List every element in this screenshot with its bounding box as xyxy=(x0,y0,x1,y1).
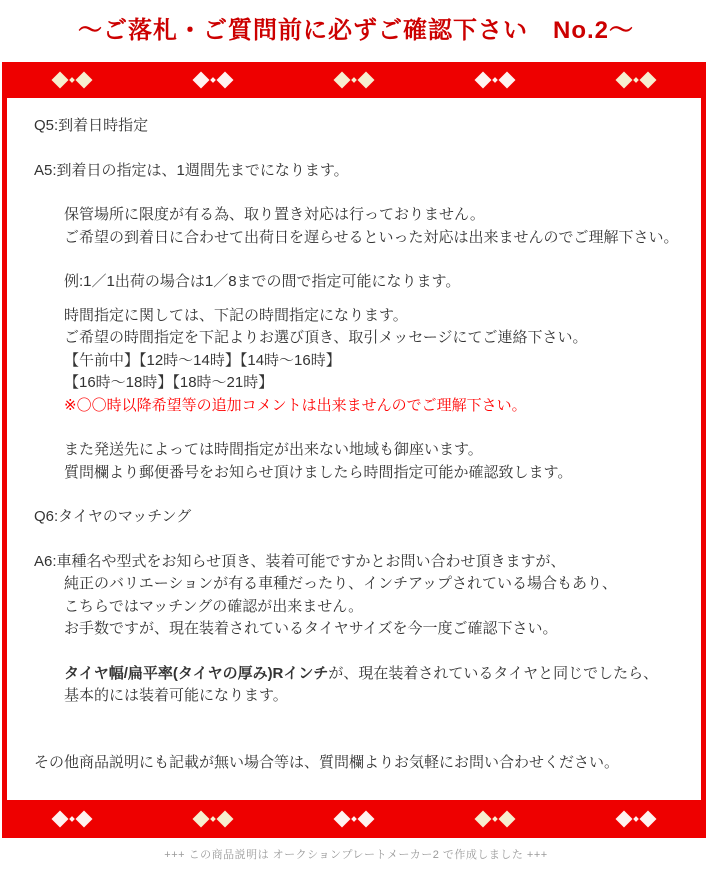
diamond-icon xyxy=(615,72,632,89)
diamond-pair xyxy=(195,74,231,86)
diamond-pair xyxy=(618,813,654,825)
text-segment: 【16時～18時】【18時～21時】 xyxy=(64,374,274,391)
dot-icon xyxy=(351,77,357,83)
dot-icon xyxy=(492,816,498,822)
diamond-icon xyxy=(498,811,515,828)
text-segment: 基本的には装着可能になります。 xyxy=(64,687,288,704)
diamond-icon xyxy=(333,72,350,89)
diamond-icon xyxy=(474,811,491,828)
dot-icon xyxy=(70,77,76,83)
paragraph-a6 xyxy=(34,551,693,641)
notice-content xyxy=(2,98,706,800)
text-line xyxy=(34,685,693,708)
diamond-icon xyxy=(76,72,93,89)
diamond-icon xyxy=(357,72,374,89)
text-line xyxy=(34,395,693,418)
diamond-pair xyxy=(54,74,90,86)
paragraph-a5-time-options xyxy=(34,305,693,418)
text-segment: 【午前中】【12時～14時】【14時～16時】 xyxy=(64,351,341,369)
text-segment: が、現在装着されているタイヤと同じでしたら、 xyxy=(328,664,659,682)
paragraph-other-questions xyxy=(34,752,693,775)
dot-icon xyxy=(70,816,76,822)
text-segment: ※〇〇時以降希望等の追加コメントは出来ませんのでご理解下さい。 xyxy=(64,396,527,414)
text-line xyxy=(34,439,693,462)
text-segment: Q5:到着日時指定 xyxy=(34,117,149,134)
text-line xyxy=(34,551,693,574)
paragraph-a6-size-rule xyxy=(34,663,693,708)
dot-icon xyxy=(633,816,639,822)
dot-icon xyxy=(351,816,357,822)
text-segment: Q6:タイヤのマッチング xyxy=(34,508,192,525)
paragraph-a5-storage-note xyxy=(34,204,693,249)
text-line xyxy=(34,596,693,619)
diamond-icon xyxy=(333,811,350,828)
text-line xyxy=(34,663,693,686)
paragraph-a5 xyxy=(34,160,693,183)
footer-credit: +++ この商品説明は オークションプレートメーカー2 で作成しました +++ xyxy=(164,849,548,861)
text-line xyxy=(34,350,693,373)
text-segment: ご希望の時間指定を下記よりお選び頂き、取引メッセージにてご連絡下さい。 xyxy=(64,329,588,346)
text-line xyxy=(34,462,693,485)
text-line xyxy=(34,271,693,294)
diamond-icon xyxy=(217,811,234,828)
diamond-icon xyxy=(357,811,374,828)
diamond-pair xyxy=(618,74,654,86)
text-segment: 時間指定に関しては、下記の時間指定になります。 xyxy=(64,306,408,324)
text-segment: こちらではマッチングの確認が出来ません。 xyxy=(64,597,364,615)
diamond-icon xyxy=(217,72,234,89)
dot-icon xyxy=(492,77,498,83)
diamond-pair xyxy=(477,74,513,86)
diamond-icon xyxy=(639,811,656,828)
diamond-icon xyxy=(193,72,210,89)
notice-box xyxy=(2,62,706,838)
text-line xyxy=(34,506,693,529)
text-segment: 例:1／1出荷の場合は1／8までの間で指定可能になります。 xyxy=(64,273,461,290)
text-segment: お手数ですが、現在装着されているタイヤサイズを今一度ご確認下さい。 xyxy=(64,620,558,637)
diamond-pair xyxy=(477,813,513,825)
text-segment: 純正のバリエーションが有る車種だったり、インチアップされている場合もあり、 xyxy=(64,575,618,592)
diamond-icon xyxy=(76,811,93,828)
paragraph-q6 xyxy=(34,506,693,529)
diamond-icon xyxy=(193,811,210,828)
diamond-pair xyxy=(54,813,90,825)
diamond-pair xyxy=(336,813,372,825)
dot-icon xyxy=(210,77,216,83)
paragraph-a5-example xyxy=(34,271,693,294)
text-segment: また発送先によっては時間指定が出来ない地域も御座います。 xyxy=(64,441,483,458)
diamond-pair xyxy=(195,813,231,825)
text-line xyxy=(34,573,693,596)
decor-banner-bottom xyxy=(2,800,706,838)
text-line xyxy=(34,115,693,138)
diamond-icon xyxy=(615,811,632,828)
text-segment: A6:車種名や型式をお知らせ頂き、装着可能ですかとお問い合わせ頂きますが、 xyxy=(34,552,566,570)
diamond-icon xyxy=(474,72,491,89)
paragraph-q5 xyxy=(34,115,693,138)
diamond-icon xyxy=(498,72,515,89)
text-segment: タイヤ幅/扁平率(タイヤの厚み)Rインチ xyxy=(64,664,329,682)
paragraph-a5-region-note xyxy=(34,439,693,484)
diamond-icon xyxy=(52,811,69,828)
text-line xyxy=(34,372,693,395)
dot-icon xyxy=(210,816,216,822)
text-segment: 保管場所に限度が有る為、取り置き対応は行っておりません。 xyxy=(64,206,485,223)
page-title: ～ご落札・ご質問前に必ずご確認下さい No.2～ xyxy=(77,17,634,44)
diamond-icon xyxy=(52,72,69,89)
text-line xyxy=(34,327,693,350)
text-segment: A5:到着日の指定は、1週間先までになります。 xyxy=(34,161,349,179)
text-segment: ご希望の到着日に合わせて出荷日を遅らせるといった対応は出来ませんのでご理解下さい。 xyxy=(64,228,679,246)
dot-icon xyxy=(633,77,639,83)
text-line xyxy=(34,204,693,227)
text-line xyxy=(34,227,693,250)
text-line xyxy=(34,618,693,641)
decor-banner-top xyxy=(2,62,706,98)
diamond-pair xyxy=(336,74,372,86)
text-segment: 質問欄より郵便番号をお知らせ頂けましたら時間指定可能か確認致します。 xyxy=(64,463,573,481)
text-segment: その他商品説明にも記載が無い場合等は、質問欄よりお気軽にお問い合わせください。 xyxy=(34,753,620,771)
diamond-icon xyxy=(639,72,656,89)
text-line xyxy=(34,305,693,328)
text-line xyxy=(34,752,693,775)
text-line xyxy=(34,160,693,183)
